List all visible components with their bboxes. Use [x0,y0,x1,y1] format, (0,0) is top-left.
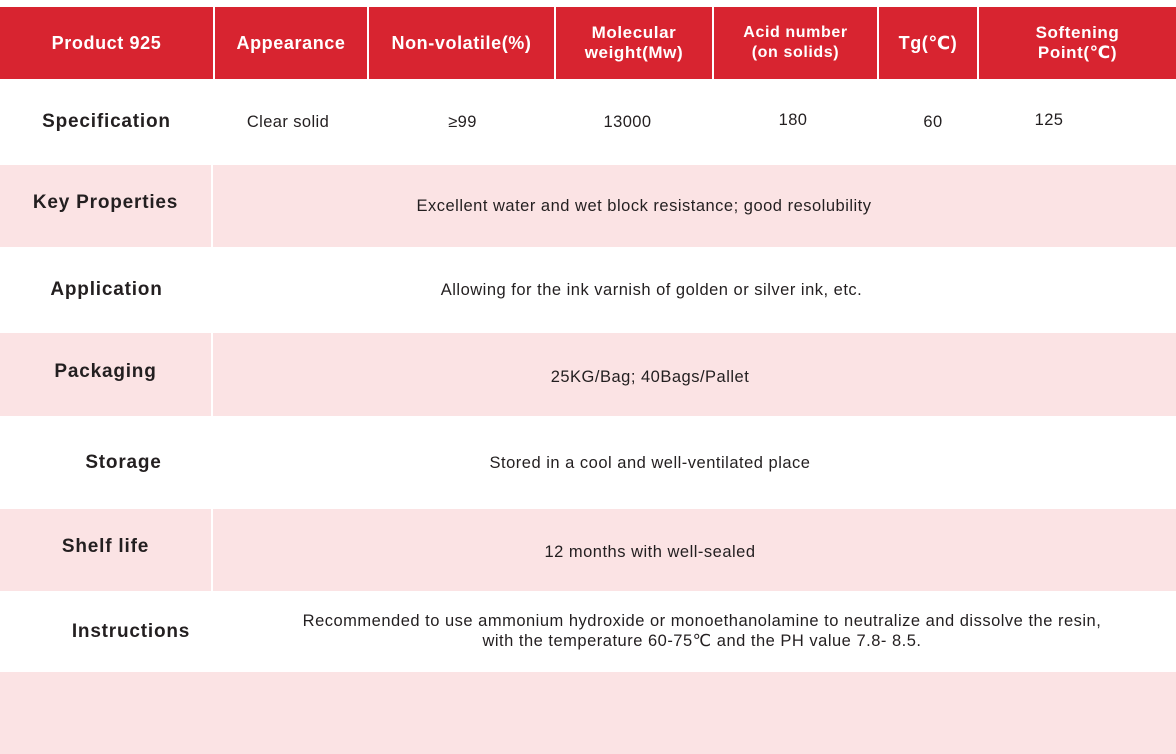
header-molecular-weight-line2: weight(Mw) [584,43,684,62]
key-properties-value: Excellent water and wet block resistance; good resolubility [416,197,872,215]
packaging-row [0,333,1176,416]
application-row [0,247,1176,333]
instructions-value [215,591,1176,672]
instructions-line2: with the temperature 60-75℃ and the PH value 7.8- 8.5. [482,631,922,650]
instructions-line1: Recommended to use ammonium hydroxide or monoethanolamine to neutralize and dissolve the resin, [302,611,1102,630]
instructions-row [0,591,1176,672]
header-appearance [215,7,369,79]
header-tg-label: Tg(℃) [898,32,958,53]
spec-non-volatile-value: ≥99 [448,112,477,131]
specification-row [0,79,1176,165]
header-acid-number-line2: (on solids) [751,44,840,61]
application-value: Allowing for the ink varnish of golden or silver ink, etc. [440,281,863,299]
header-softening-point [979,7,1176,79]
header-product-label: Product 925 [51,32,162,53]
instructions-label: Instructions [71,620,191,642]
header-non-volatile-label: Non-volatile(%) [391,32,532,53]
shelf-life-label: Shelf life [0,509,213,591]
header-tg [879,7,979,79]
application-label: Application [50,279,163,300]
spec-softening-point-value: 125 [1034,110,1064,129]
spec-tg-value: 60 [923,112,943,131]
key-properties-label: Key Properties [0,165,213,247]
header-appearance-label: Appearance [236,32,346,53]
header-product [0,7,215,79]
empty-trailing-row [0,672,1176,754]
header-non-volatile [369,7,556,79]
storage-row [0,416,1176,509]
storage-label: Storage [85,451,162,473]
spec-acid-number-value: 180 [778,110,808,129]
header-acid-number-line1: Acid number [743,24,848,41]
shelf-life-row [0,509,1176,591]
spec-molecular-weight-value: 13000 [603,112,652,131]
header-molecular-weight-line1: Molecular [591,23,677,42]
spec-appearance-value: Clear solid [246,112,330,131]
specification-label: Specification [42,111,171,132]
packaging-value: 25KG/Bag; 40Bags/Pallet [550,367,750,386]
shelf-life-value: 12 months with well-sealed [544,543,756,561]
header-softening-line1: Softening [1035,23,1120,42]
key-properties-row [0,165,1176,247]
header-softening-line2: Point(℃) [1037,43,1118,62]
header-acid-number [714,7,879,79]
table-header [0,7,1176,79]
packaging-label: Packaging [0,333,213,416]
header-molecular-weight [556,7,714,79]
storage-value: Stored in a cool and well-ventilated place [489,453,811,472]
